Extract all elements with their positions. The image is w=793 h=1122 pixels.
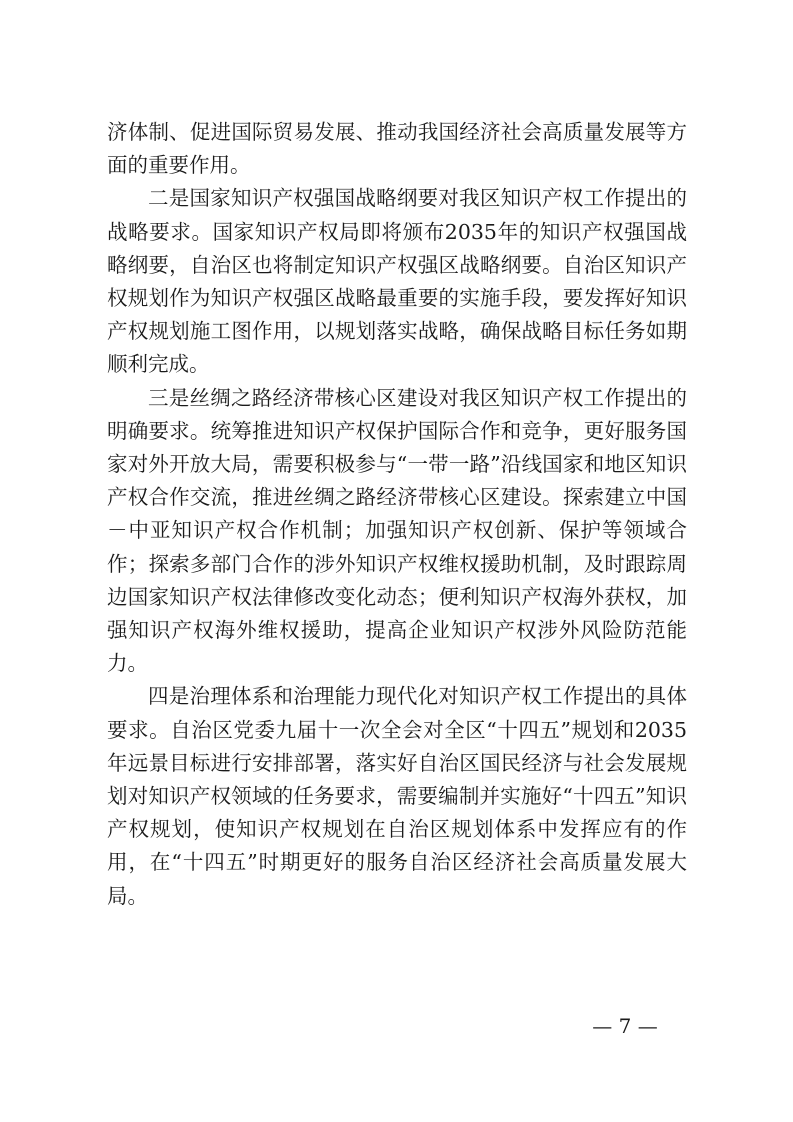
paragraph-4: 四是治理体系和治理能力现代化对知识产权工作提出的具体要求。自治区党委九届十一次全会对全区“十四五”规划和2035年远景目标进行安排部署，落实好自治区国民经济与社会发展规划对知识产权领域的任务要求，需要编制并实施好“十四五”知识产权规划，使知识产权规划在自治区规划体系中发挥应有的作用，在“十四五”时期更好的服务自治区经济社会高质量发展大局。: [107, 684, 687, 908]
paragraph-3: 三是丝绸之路经济带核心区建设对我区知识产权工作提出的明确要求。统筹推进知识产权保护国际合作和竞争，更好服务国家对外开放大局，需要积极参与“一带一路”沿线国家和地区知识产权合作交流，推进丝绸之路经济带核心区建设。探索建立中国－中亚知识产权合作机制；加强知识产权创新、保护等领域合作；探索多部门合作的涉外知识产权维权援助机制，及时跟踪周边国家知识产权法律修改变化动态；便利知识产权海外获权，加强知识产权海外维权援助，提高企业知识产权涉外风险防范能力。: [107, 385, 687, 676]
paragraph-1: 济体制、促进国际贸易发展、推动我国经济社会高质量发展等方面的重要作用。: [107, 120, 687, 178]
body-text: [107, 116, 687, 913]
page-number: — 7 —: [592, 1014, 658, 1038]
paragraph-2: 二是国家知识产权强国战略纲要对我区知识产权工作提出的战略要求。国家知识产权局即将颁布2035年的知识产权强国战略纲要，自治区也将制定知识产权强区战略纲要。自治区知识产权规划作为知识产权强区战略最重要的实施手段，要发挥好知识产权规划施工图作用，以规划落实战略，确保战略目标任务如期顺利完成。: [107, 186, 687, 377]
